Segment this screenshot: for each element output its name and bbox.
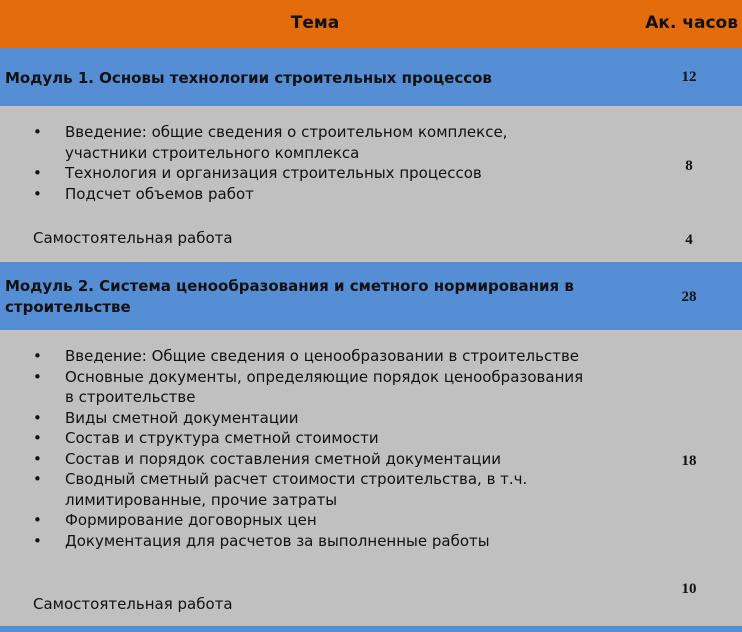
list-item: • Формирование договорных цен (33, 510, 585, 531)
list-item: • Введение: общие сведения о строительном комплексе, участники строительного комплекса (33, 122, 585, 163)
module-1-hours: 12 (681, 69, 697, 85)
module-2-self-hours: 10 (681, 581, 697, 597)
module-2-self-work: Самостоятельная работа (33, 595, 233, 613)
module-2-topics-hours: 18 (681, 453, 697, 469)
table-header (0, 0, 742, 48)
list-item: • Виды сметной документации (33, 408, 585, 429)
module-2-topic-list (33, 346, 585, 551)
module-2-content (0, 330, 742, 626)
list-item: • Сводный сметный расчет стоимости строительства, в т.ч. лимитированные, прочие затраты (33, 469, 585, 510)
module-1-title: Модуль 1. Основы технологии строительных процессов (5, 69, 492, 87)
module-1-self-work: Самостоятельная работа (33, 229, 233, 247)
list-item: • Основные документы, определяющие порядок ценообразования в строительстве (33, 367, 585, 408)
list-item: • Технология и организация строительных процессов (33, 163, 585, 184)
module-2-title: Модуль 2. Система ценообразования и сметного нормирования в строительстве (5, 277, 574, 316)
list-item: • Подсчет объемов работ (33, 184, 585, 205)
module-1-content (0, 106, 742, 262)
list-item: • Состав и порядок составления сметной документации (33, 449, 585, 470)
header-hours: Ак. часов (645, 13, 738, 33)
next-module-bar (0, 626, 742, 632)
module-1-topic-list (33, 122, 585, 204)
module-1-topics-hours: 8 (685, 158, 693, 174)
module-2-hours: 28 (681, 289, 697, 305)
module-1-row (0, 48, 742, 106)
header-topic: Тема (290, 13, 340, 33)
module-1-self-hours: 4 (685, 232, 693, 248)
module-2-row (0, 262, 742, 330)
list-item: • Введение: Общие сведения о ценообразовании в строительстве (33, 346, 585, 367)
list-item: • Документация для расчетов за выполненные работы (33, 531, 585, 552)
list-item: • Состав и структура сметной стоимости (33, 428, 585, 449)
